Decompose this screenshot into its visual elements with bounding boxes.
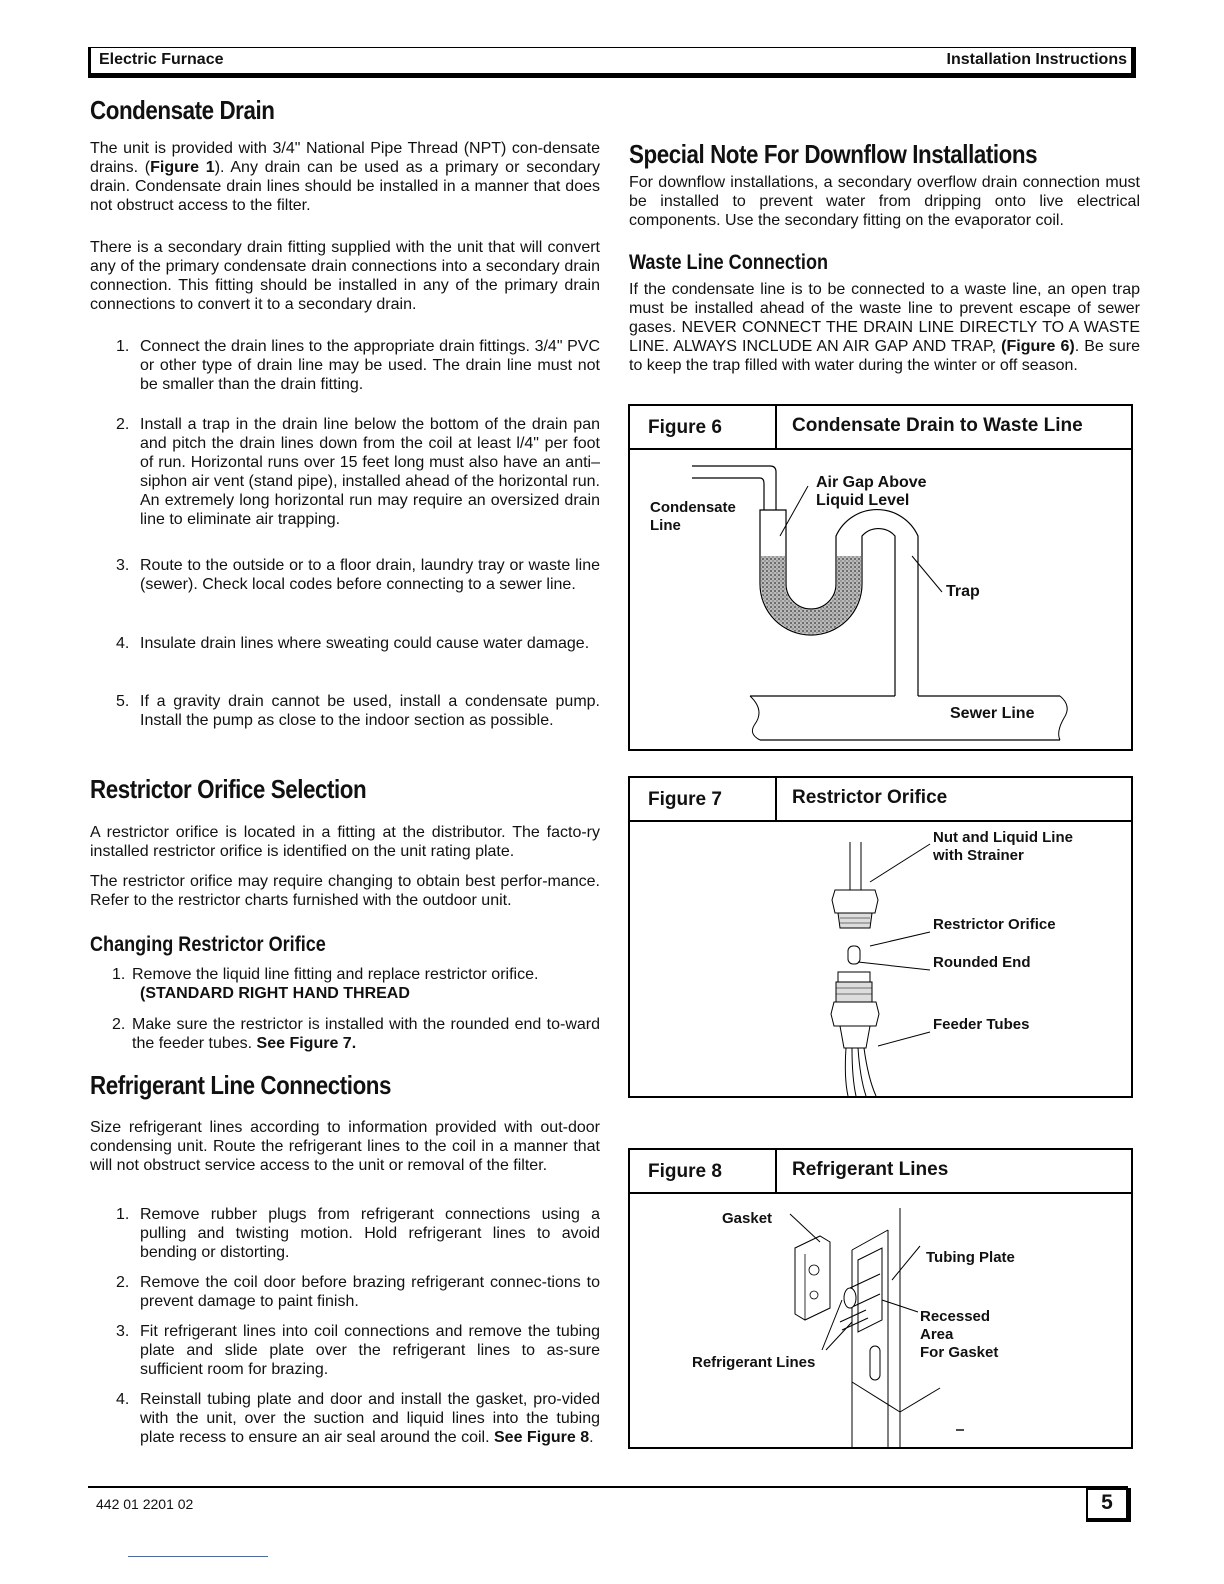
label-gasket: Gasket — [722, 1210, 773, 1227]
downflow-p1: For downflow installations, a secondary overflow drain connection must be installed to prevent water from dripping onto live electrical components. Use the secondary fitting on the evaporator coil. — [629, 174, 1140, 229]
downflow-title: Special Note For Downflow Installations — [629, 139, 1038, 169]
document-number: 442 01 2201 02 — [96, 1496, 194, 1512]
condensate-p1: The unit is provided with 3/4" National Pipe Thread (NPT) con-densate drains. (Figure 1). Any drain can be used as a primary or secondary drain. Condensate drain lines should be installed in a manner that does not obstruct access to the filter. — [90, 140, 601, 214]
list-item: 3. Fit refrigerant lines into coil connections and remove the tubing plate and slide plate over the refrigerant lines to as-sure sufficient room for brazing. — [116, 1323, 600, 1378]
list-item: 4. Insulate drain lines where sweating could cause water damage. — [116, 635, 590, 652]
footer-rule — [88, 1486, 1128, 1488]
figure-number: Figure 8 — [648, 1161, 722, 1182]
figure-8 — [628, 1148, 1133, 1449]
list-item: 3. Route to the outside or to a floor drain, laundry tray or waste line (sewer). Check local codes before connecting to a sewer line. — [116, 557, 600, 593]
refrigerant-title: Refrigerant Line Connections — [90, 1070, 392, 1100]
label-trap: Trap — [946, 583, 980, 600]
label-air-gap: Air Gap Above Liquid Level — [816, 474, 927, 509]
figure-title: Restrictor Orifice — [792, 787, 948, 808]
list-item: 1. Remove the liquid line fitting and replace restrictor orifice. (STANDARD RIGHT HAND THREAD — [112, 966, 539, 1002]
list-item: 2. Install a trap in the drain line below the bottom of the drain pan and pitch the drain lines down from the coil at least l/4" per foot of run. Horizontal runs over 15 feet long must also have an anti–siphon air vent (stand pipe), installed ahead of the horizontal run. An extremely long horizontal run may require an oversized drain line to eliminate air trapping. — [116, 416, 600, 528]
waste-line-subtitle: Waste Line Connection — [629, 251, 829, 274]
refrigerant-p1: Size refrigerant lines according to information provided with out-door condensing unit. Route the refrigerant lines to the coil in a manner that will not obstruct service access to the unit or removal of the filter. — [90, 1119, 600, 1174]
label-refrigerant-lines: Refrigerant Lines — [692, 1354, 816, 1371]
label-rounded-end: Rounded End — [933, 954, 1031, 971]
list-item: 2. Remove the coil door before brazing refrigerant connec-tions to prevent damage to paint finish. — [116, 1274, 600, 1310]
label-tubing-plate: Tubing Plate — [926, 1249, 1015, 1266]
waste-line-p: If the condensate line is to be connected to a waste line, an open trap must be installed ahead of the waste line to prevent escape of sewer gases. NEVER CONNECT THE DRAIN LINE DIRECTLY TO A WASTE LINE. ALWAYS INCLUDE AN AIR GAP AND TRAP, (Figure 6). Be sure to keep the trap filled with water during the winter or off season. — [629, 281, 1141, 374]
list-item: 2. Make sure the restrictor is installed with the rounded end to-ward the feeder tubes. See Figure 7. — [112, 1016, 600, 1052]
figure-title: Condensate Drain to Waste Line — [792, 415, 1083, 436]
label-sewer-line: Sewer Line — [950, 705, 1035, 722]
page-number: 5 — [1086, 1488, 1131, 1522]
label-nut-liquid-line: Nut and Liquid Line with Strainer — [933, 829, 1073, 864]
trap-diagram — [630, 406, 1131, 749]
label-condensate-line: Condensate Line — [650, 499, 736, 534]
list-item: 1. Remove rubber plugs from refrigerant connections using a pulling and twisting motion. Hold refrigerant lines to avoid bending or distorting. — [116, 1206, 600, 1261]
list-item: 1. Connect the drain lines to the appropriate drain fittings. 3/4" PVC or other type of drain line may be used. The drain line must not be smaller than the drain fitting. — [116, 338, 600, 393]
figure-number: Figure 6 — [648, 417, 722, 438]
condensate-title: Condensate Drain — [90, 95, 275, 125]
label-feeder-tubes: Feeder Tubes — [933, 1016, 1030, 1033]
restrictor-p1: A restrictor orifice is located in a fitting at the distributor. The facto-ry installed restrictor orifice is identified on the unit rating plate. — [90, 824, 600, 860]
figure-7 — [628, 776, 1133, 1098]
figure-6 — [628, 404, 1133, 751]
restrictor-title: Restrictor Orifice Selection — [90, 774, 367, 804]
figure-title: Refrigerant Lines — [792, 1159, 949, 1180]
figure-number: Figure 7 — [648, 789, 722, 810]
restrictor-p2: The restrictor orifice may require changing to obtain best perfor-mance. Refer to the restrictor charts furnished with the outdoor unit. — [90, 873, 600, 909]
list-item: 5. If a gravity drain cannot be used, install a condensate pump. Install the pump as close to the indoor section as possible. — [116, 693, 600, 729]
changing-restrictor-subtitle: Changing Restrictor Orifice — [90, 933, 326, 956]
header-section: Installation Instructions — [946, 51, 1127, 68]
refrigerant-lines-diagram — [630, 1150, 1131, 1447]
label-recessed-area: Recessed Area For Gasket — [920, 1308, 999, 1361]
orifice-diagram — [630, 778, 1131, 1096]
list-item: 4. Reinstall tubing plate and door and install the gasket, pro-vided with the unit, over the suction and liquid lines into the tubing plate recess to ensure an air seal around the coil. See Figure 8. — [116, 1391, 600, 1446]
scan-artifact-line — [128, 1556, 268, 1557]
label-restrictor-orifice: Restrictor Orifice — [933, 916, 1056, 933]
condensate-p2: There is a secondary drain fitting supplied with the unit that will convert any of the primary condensate drain connections into a secondary drain connection. This fitting should be installed in any of the primary drain connections to convert it to a secondary drain. — [90, 239, 600, 313]
header-product: Electric Furnace — [99, 51, 224, 68]
page-header — [88, 47, 1136, 78]
